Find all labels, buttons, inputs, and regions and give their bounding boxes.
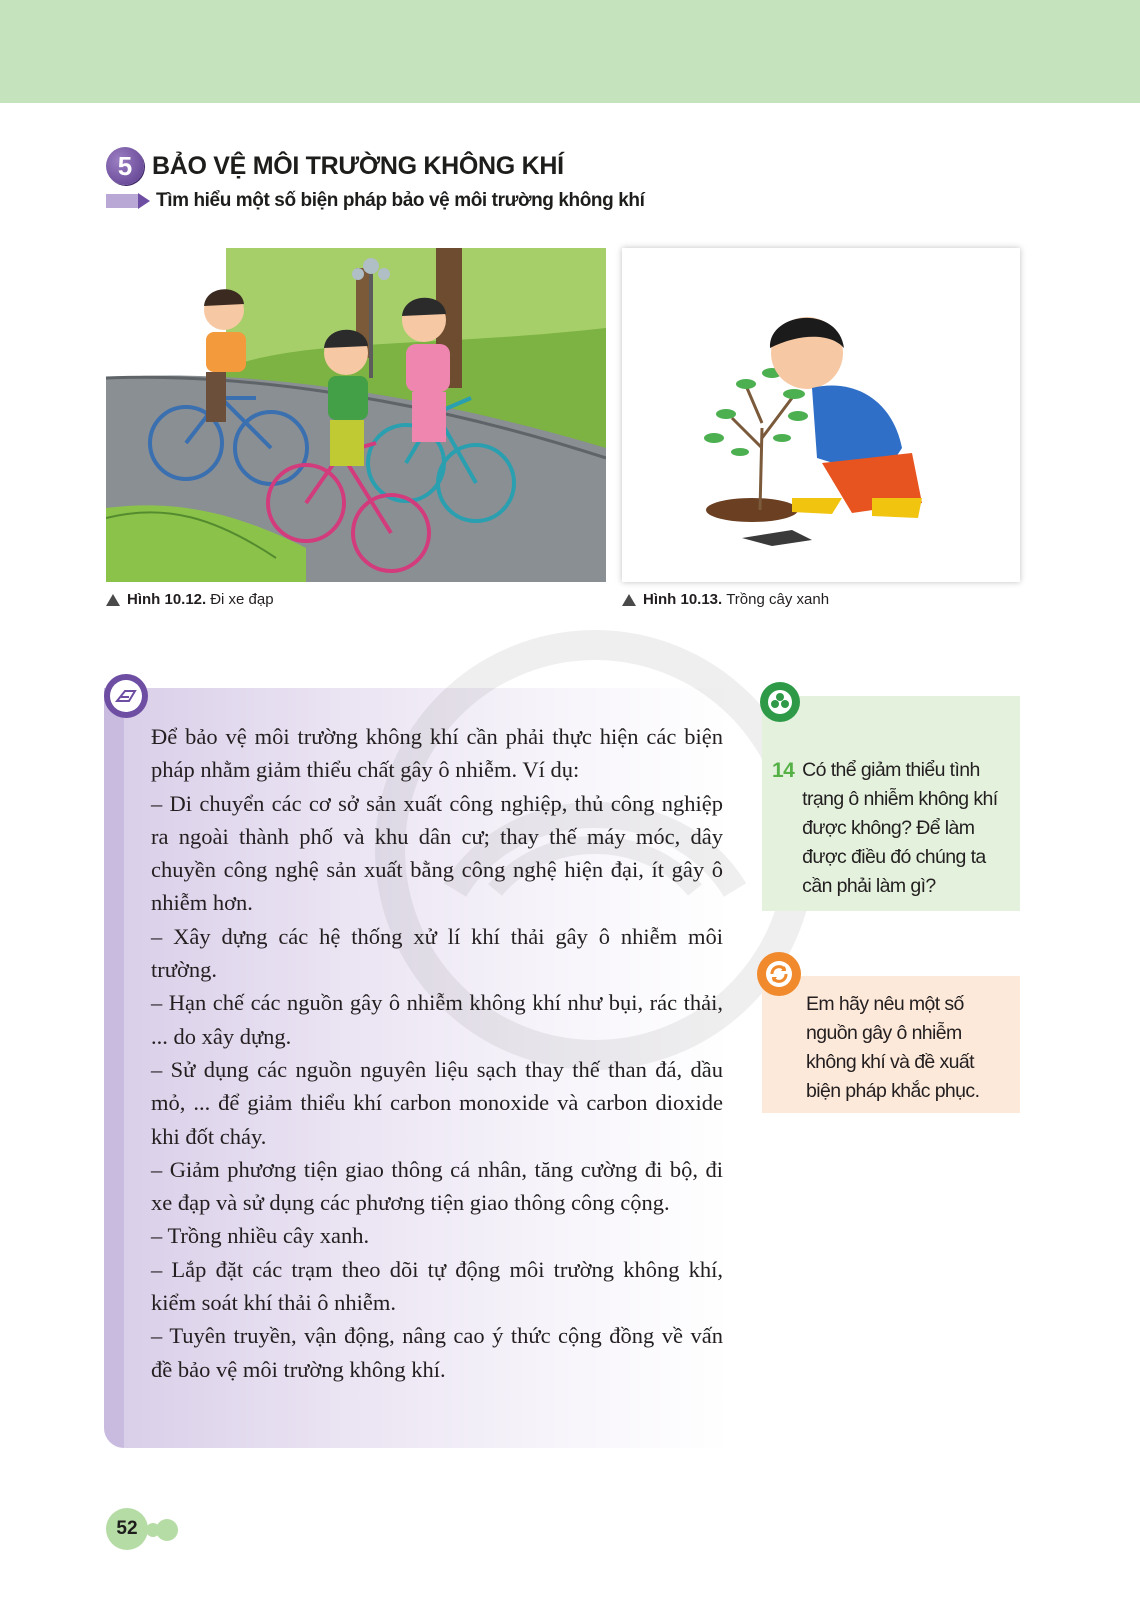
- knowledge-paragraph: – Hạn chế các nguồn gây ô nhiễm không khí như bụi, rác thải, ... do xây dựng.: [151, 990, 723, 1049]
- caption-triangle-icon: [622, 594, 636, 606]
- subheading-bar-icon: [106, 194, 138, 208]
- knowledge-paragraph: Để bảo vệ môi trường không khí cần phải thực hiện các biện pháp nhằm giảm thiểu chất gây ô nhiễm. Ví dụ:: [151, 724, 723, 783]
- figure-cycling-illustration: [106, 248, 606, 582]
- knowledge-paragraph: – Tuyên truyền, vận động, nâng cao ý thức cộng đồng về vấn đề bảo vệ môi trường không khí.: [151, 1323, 723, 1382]
- header-band: [0, 0, 1140, 103]
- caption-triangle-icon: [106, 594, 120, 606]
- knowledge-text: [151, 720, 723, 1386]
- subheading-arrow-icon: [138, 193, 150, 209]
- question-number: 14: [772, 759, 795, 782]
- knowledge-paragraph: – Lắp đặt các trạm theo dõi tự động môi trường không khí, kiểm soát khí thải ô nhiễm.: [151, 1256, 723, 1316]
- knowledge-paragraph: – Sử dụng các nguồn nguyên liệu sạch thay thế than đá, dầu mỏ, ... để giảm thiểu khí carbon monoxide và carbon dioxide khi đốt cháy.: [151, 1056, 723, 1149]
- question-text-block: [772, 756, 1012, 901]
- question-text: Có thể giảm thiểu tình trạng ô nhiễm không khí được không? Để làm được điều đó chúng ta cần phải làm gì?: [802, 759, 998, 897]
- section-number-badge: 5: [106, 147, 144, 185]
- figure-caption: [106, 591, 274, 608]
- practice-cycle-icon: [757, 952, 801, 996]
- knowledge-paragraph: – Trồng nhiều cây xanh.: [151, 1223, 370, 1249]
- page-number: 52: [106, 1508, 148, 1550]
- question-clover-icon: [760, 682, 800, 722]
- figure-caption: [622, 591, 829, 608]
- caption-text: Trồng cây xanh: [726, 591, 830, 608]
- caption-label: Hình 10.13.: [643, 591, 723, 608]
- figure-planting-illustration: [622, 248, 1020, 582]
- subsection-heading: [106, 190, 644, 212]
- knowledge-paragraph: – Giảm phương tiện giao thông cá nhân, tăng cường đi bộ, đi xe đạp và sử dụng các phương tiện giao thông công cộng.: [151, 1156, 723, 1216]
- subsection-title: Tìm hiểu một số biện pháp bảo vệ môi trường không khí: [156, 190, 645, 211]
- page-number-decoration: [146, 1523, 160, 1537]
- knowledge-box-accent-bar: [104, 688, 124, 1448]
- section-title: BẢO VỆ MÔI TRƯỜNG KHÔNG KHÍ: [152, 151, 564, 180]
- knowledge-paragraph: – Xây dựng các hệ thống xử lí khí thải gây ô nhiễm môi trường.: [151, 923, 723, 983]
- knowledge-icon: [104, 674, 148, 718]
- caption-label: Hình 10.12.: [127, 591, 207, 608]
- caption-text: Đi xe đạp: [210, 591, 274, 608]
- knowledge-paragraph: – Di chuyển các cơ sở sản xuất công nghiệp, thủ công nghiệp ra ngoài thành phố và khu dân cư; thay thế máy móc, dây chuyền công nghệ sản xuất bằng công nghệ hiện đại, ít gây ô nhiễm hơn.: [151, 790, 723, 916]
- practice-text: Em hãy nêu một số nguồn gây ô nhiễm không khí và đề xuất biện pháp khắc phục.: [806, 993, 980, 1102]
- section-heading: [106, 146, 564, 186]
